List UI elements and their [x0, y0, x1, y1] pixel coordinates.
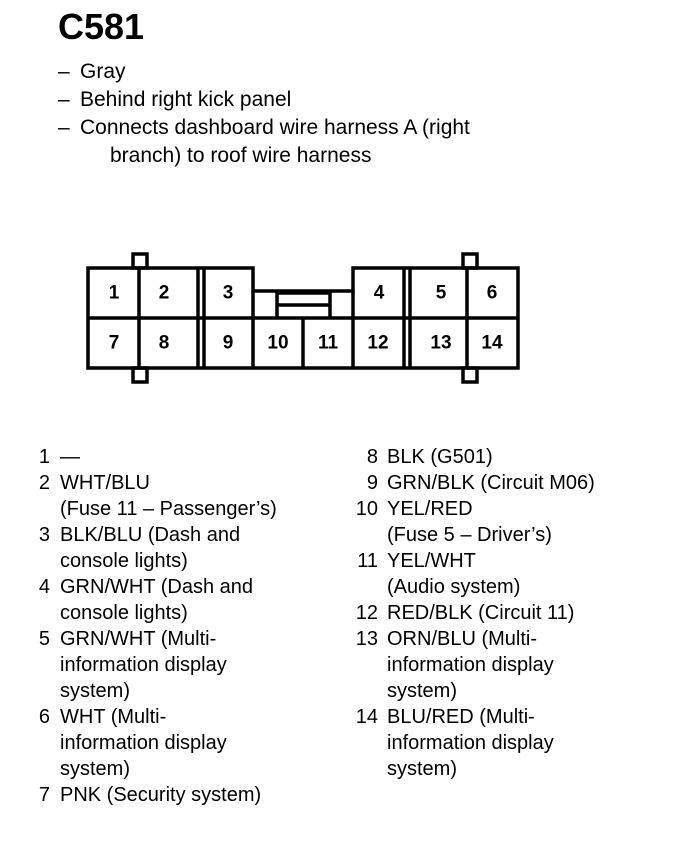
pin-description-line: console lights) — [60, 550, 188, 572]
pin-number: 8 — [366, 446, 378, 468]
cavity-label: 9 — [222, 332, 234, 354]
detail-connects-continued — [58, 142, 470, 170]
cavity-label: 8 — [158, 332, 170, 354]
cavity-label: 11 — [317, 332, 339, 354]
pin-entry — [352, 470, 672, 496]
cavity-label: 4 — [373, 282, 385, 304]
detail-connects — [58, 114, 470, 142]
cavity-label: 14 — [481, 332, 503, 354]
pin-number: 6 — [38, 706, 50, 728]
pin-description — [378, 470, 595, 496]
pin-entry — [352, 444, 672, 470]
pin-entry — [352, 548, 672, 600]
pin-description-line: PNK (Security system) — [60, 784, 262, 806]
dash-glyph: – — [58, 60, 70, 83]
cavity-label: 3 — [222, 282, 234, 304]
pin-description-line: BLK/BLU (Dash and — [60, 524, 241, 546]
pin-description — [50, 470, 277, 522]
pin-description-line: (Fuse 11 – Passenger’s) — [60, 498, 277, 520]
pin-description-line: GRN/WHT (Multi- — [60, 628, 217, 650]
pin-description — [50, 522, 240, 574]
pin-description-line: YEL/WHT — [387, 550, 476, 572]
pin-description — [378, 548, 520, 600]
pin-list-left — [36, 444, 336, 808]
pin-description — [50, 704, 227, 782]
cavity-label: 12 — [367, 332, 389, 354]
pin-entry — [352, 626, 672, 704]
pin-description-line: BLK (G501) — [387, 446, 493, 468]
pin-number: 5 — [38, 628, 50, 650]
pin-description — [378, 704, 554, 782]
cavity-label: 1 — [108, 282, 120, 304]
pin-description — [378, 444, 493, 470]
detail-text: Gray — [80, 60, 126, 83]
pin-description-line: BLU/RED (Multi- — [387, 706, 535, 728]
dash-glyph: – — [58, 116, 70, 139]
pin-entry — [352, 704, 672, 782]
detail-location — [58, 86, 470, 114]
cavity-label: 5 — [435, 282, 447, 304]
pin-entry — [36, 704, 336, 782]
cavity-label: 7 — [108, 332, 120, 354]
pin-description-line: WHT (Multi- — [60, 706, 167, 728]
pin-number: 2 — [38, 472, 50, 494]
pin-entry — [36, 470, 336, 522]
pin-description-line: system) — [387, 680, 457, 702]
pin-number: 9 — [366, 472, 378, 494]
pin-description-line: information display — [387, 654, 554, 676]
pin-entry — [36, 626, 336, 704]
pin-number: 1 — [38, 446, 50, 468]
pin-number: 11 — [357, 550, 378, 572]
pin-description-line: WHT/BLU — [60, 472, 150, 494]
pin-number: 13 — [355, 628, 378, 650]
pin-entry — [36, 522, 336, 574]
detail-text: Connects dashboard wire harness A (right — [80, 116, 470, 139]
pin-number: 14 — [355, 706, 378, 728]
pin-description-line: — — [60, 446, 80, 468]
pin-entry — [36, 782, 336, 808]
pin-entry — [352, 600, 672, 626]
pin-list-right — [352, 444, 672, 782]
connector-face-diagram — [0, 240, 688, 390]
pin-description — [378, 626, 554, 704]
pin-description-line: information display — [60, 654, 227, 676]
pin-number: 3 — [38, 524, 50, 546]
pin-description — [50, 782, 261, 808]
detail-text: Behind right kick panel — [80, 88, 292, 111]
connector-title: C581 — [58, 6, 145, 47]
pin-description-line: system) — [387, 758, 457, 780]
cavity-label: 2 — [158, 282, 170, 304]
cavity-label: 10 — [267, 332, 289, 354]
detail-color — [58, 58, 470, 86]
pin-description-line: RED/BLK (Circuit 11) — [387, 602, 575, 624]
pin-description-line: (Audio system) — [387, 576, 521, 598]
pin-number: 10 — [355, 498, 378, 520]
pin-description-line: system) — [60, 680, 130, 702]
locator-tab-bottom-left — [133, 368, 147, 382]
detail-text: branch) to roof wire harness — [110, 144, 372, 167]
pin-description — [378, 600, 574, 626]
pin-description — [50, 444, 80, 470]
pin-description-line: information display — [60, 732, 227, 754]
pin-description-line: GRN/BLK (Circuit M06) — [387, 472, 595, 494]
pin-description-line: GRN/WHT (Dash and — [60, 576, 254, 598]
locator-tab-top-left — [133, 254, 147, 268]
connector-details — [58, 58, 470, 170]
pin-description-line: YEL/RED — [387, 498, 473, 520]
pin-number: 7 — [38, 784, 50, 806]
cavity-label: 6 — [486, 282, 498, 304]
locator-tab-top-right — [463, 254, 477, 268]
pin-description-line: information display — [387, 732, 554, 754]
pin-number: 4 — [38, 576, 50, 598]
pin-number: 12 — [355, 602, 378, 624]
pin-description — [50, 626, 227, 704]
pin-description — [50, 574, 253, 626]
locator-tab-bottom-right — [463, 368, 477, 382]
pin-entry — [36, 574, 336, 626]
cavity-label: 13 — [430, 332, 452, 354]
pin-entry — [36, 444, 336, 470]
pin-description-line: (Fuse 5 – Driver’s) — [387, 524, 552, 546]
pin-entry — [352, 496, 672, 548]
pin-description-line: ORN/BLU (Multi- — [387, 628, 538, 650]
pin-description-line: system) — [60, 758, 130, 780]
dash-glyph: – — [58, 88, 70, 111]
pin-description — [378, 496, 552, 548]
pin-description-line: console lights) — [60, 602, 188, 624]
